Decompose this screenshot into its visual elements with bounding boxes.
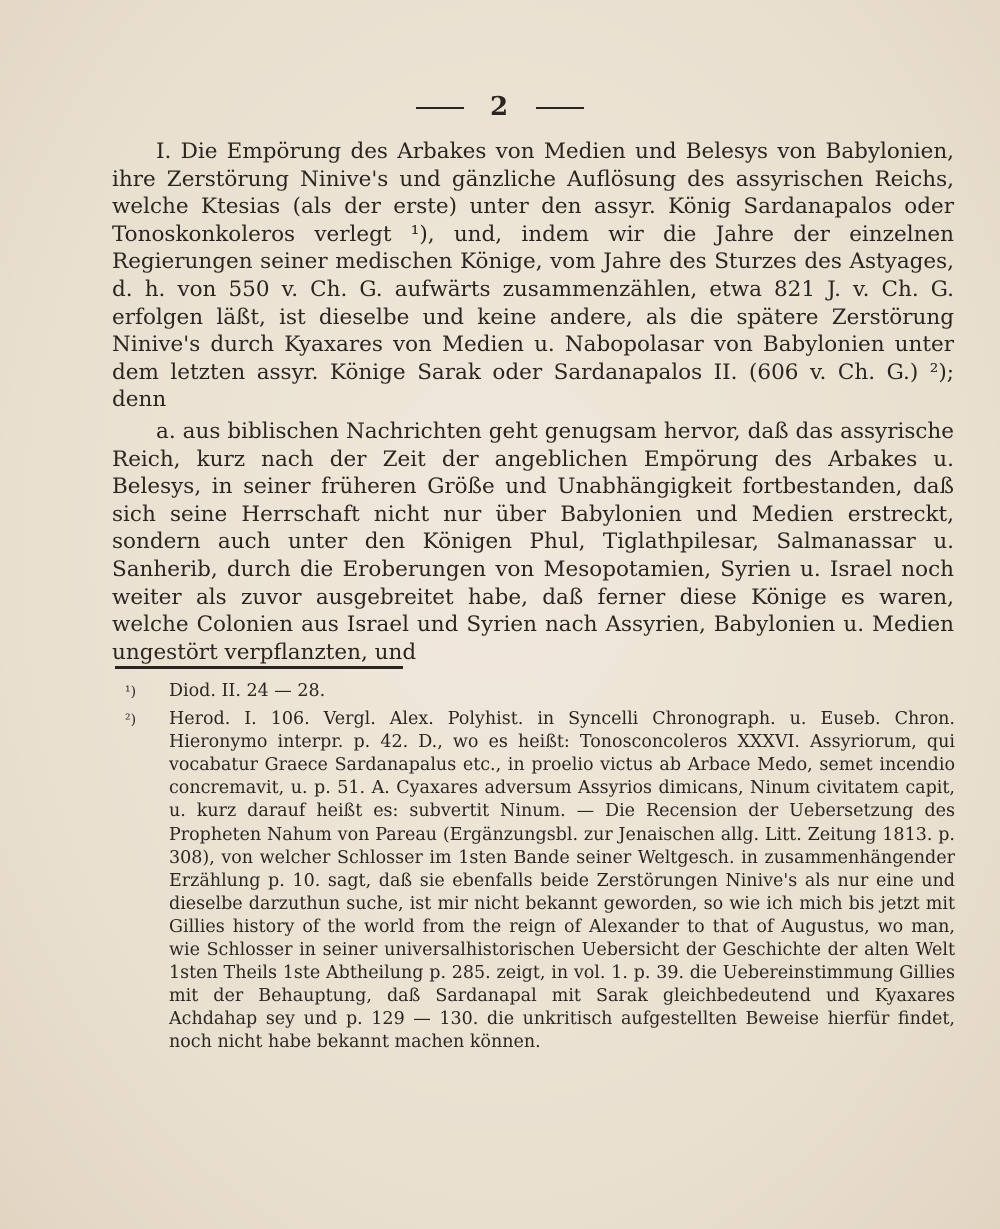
footnote-text: Diod. II. 24 — 28. bbox=[169, 681, 326, 701]
paragraph-2: a. aus biblischen Nachrichten geht genugsam hervor, daß das assyrische Reich, kurz nach der Zeit der angeblichen Empörung des Arbakes u. Belesys, in seiner früheren Größe und Unabhängigkeit fortbestanden, daß sich seine Herrschaft nicht nur über Babylonien und Medien erstreckt, sondern auch unter den Königen Phul, Tiglathpilesar, Salmanassar u. Sanherib, durch die Eroberungen von Mesopotamien, Syrien u. Israel noch weiter als zuvor ausgebreitet habe, daß ferner diese Könige es waren, welche Colonien aus Israel und Syrien nach Assyrien, Babylonien u. Medien ungestört verpflanzten, und bbox=[112, 418, 954, 665]
footnote-rule bbox=[115, 666, 403, 669]
header-dash-left bbox=[416, 107, 464, 109]
main-text bbox=[112, 138, 954, 666]
footnote bbox=[125, 708, 955, 1054]
footnotes bbox=[125, 680, 955, 1055]
paragraph-1: I. Die Empörung des Arbakes von Medien und Belesys von Babylonien, ihre Zerstörung Ninive's und gänzliche Auflösung des assyrischen Reichs, welche Ktesias (als der erste) unter den assyr. König Sardanapalos oder Tonoskonkoleros verlegt ¹), und, indem wir die Jahre der einzelnen Regierungen seiner medischen Könige, vom Jahre des Sturzes des Astyages, d. h. von 550 v. Ch. G. aufwärts zusammenzählen, etwa 821 J. v. Ch. G. erfolgen läßt, ist dieselbe und keine andere, als die spätere Zerstörung Ninive's durch Kyaxares von Medien u. Nabopolasar von Babylonien unter dem letzten assyr. Könige Sarak oder Sardanapalos II. (606 v. Ch. G.) ²); denn bbox=[112, 139, 954, 413]
footnote-marker: ²) bbox=[125, 712, 137, 729]
footnote-text: Herod. I. 106. Vergl. Alex. Polyhist. in Syncelli Chronograph. u. Euseb. Chron. Hieronymo interpr. p. 42. D., wo es heißt: Tonosconcoleros XXXVI. Assyriorum, qui vocabatur Graece Sardanapalus etc., in proelio victus ab Arbace Medo, semet incendio concremavit, u. p. 51. A. Cyaxares adversum Assyrios dimicans, Ninum civitatem capit, u. kurz darauf heißt es: subvertit Ninum. — Die Recension der Uebersetzung des Propheten Nahum von Pareau (Ergänzungsbl. zur Jenaischen allg. Litt. Zeitung 1813. p. 308), von welcher Schlosser im 1sten Bande seiner Weltgesch. in zusammenhängender Erzählung p. 10. sagt, daß sie ebenfalls beide Zerstörungen Ninive's als nur eine und dieselbe darzuthun suche, ist mir nicht bekannt geworden, so wie ich mich bis jetzt mit Gillies history of the world from the reign of Alexander to that of Augustus, wo man, wie Schlosser in seiner universalhistorischen Uebersicht der Geschichte der alten Welt 1sten Theils 1ste Abtheilung p. 285. zeigt, in vol. 1. p. 39. die Uebereinstimmung Gillies mit der Behauptung, daß Sardanapal mit Sarak gleichbedeutend und Kyaxares Achdahap sey und p. 129 — 130. die unkritisch aufgestellten Beweise hierfür findet, noch nicht habe bekannt machen können. bbox=[169, 709, 955, 1053]
header-dash-right bbox=[536, 107, 584, 109]
page-header bbox=[0, 92, 1000, 122]
footnote bbox=[125, 680, 955, 704]
page-number: 2 bbox=[489, 92, 511, 122]
footnote-marker: ¹) bbox=[125, 684, 137, 700]
